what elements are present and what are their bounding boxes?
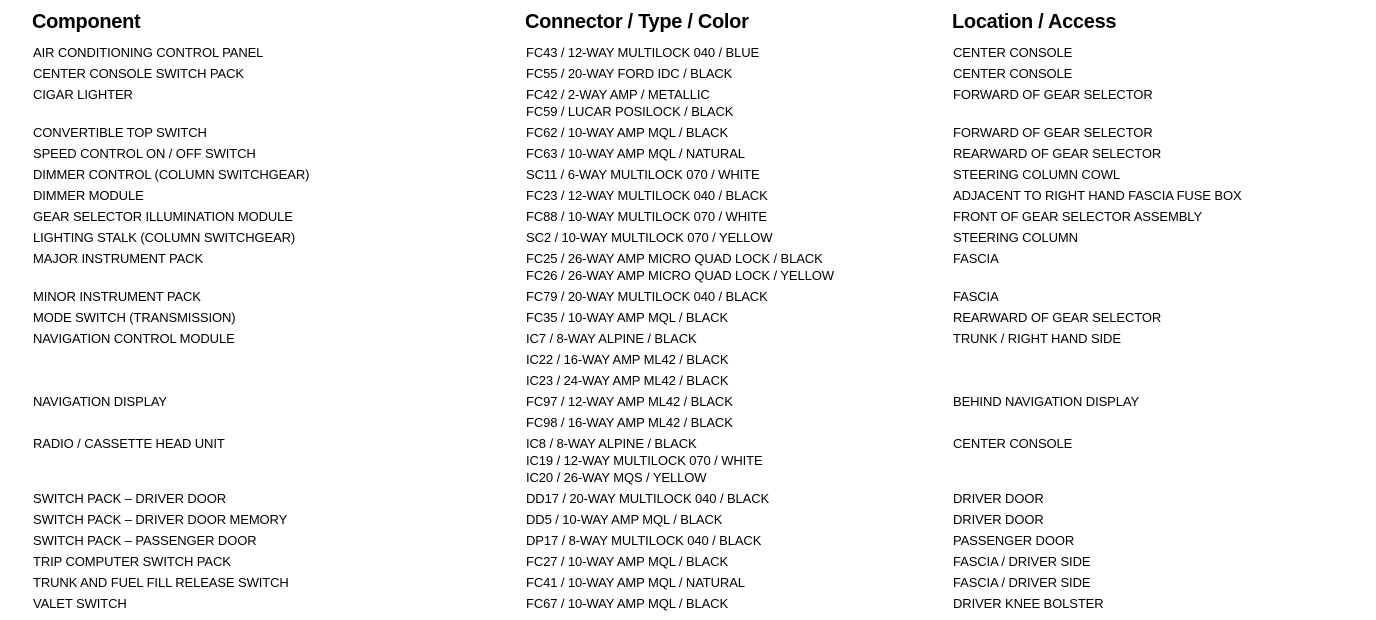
location-cell: FORWARD OF GEAR SELECTOR [953, 87, 1153, 102]
component-cell: VALET SWITCH [33, 596, 127, 611]
component-table [0, 44, 1376, 616]
component-cell: TRIP COMPUTER SWITCH PACK [33, 554, 231, 569]
connector-cell [526, 490, 769, 507]
connector-line: FC26 / 26-WAY AMP MICRO QUAD LOCK / YELLOW [526, 268, 834, 283]
table-row [0, 187, 1376, 208]
location-cell: ADJACENT TO RIGHT HAND FASCIA FUSE BOX [953, 188, 1242, 203]
connector-line: IC7 / 8-WAY ALPINE / BLACK [526, 331, 697, 346]
location-cell: CENTER CONSOLE [953, 436, 1073, 451]
connector-cell [526, 595, 728, 612]
connector-cell [526, 65, 732, 82]
location-cell: FRONT OF GEAR SELECTOR ASSEMBLY [953, 209, 1203, 224]
table-row [0, 166, 1376, 187]
connector-cell [526, 208, 767, 225]
table-row [0, 595, 1376, 616]
component-cell: TRUNK AND FUEL FILL RELEASE SWITCH [33, 575, 289, 590]
component-cell: CIGAR LIGHTER [33, 87, 133, 102]
location-cell: PASSENGER DOOR [953, 533, 1075, 548]
connector-cell [526, 511, 722, 528]
location-cell: DRIVER KNEE BOLSTER [953, 596, 1104, 611]
table-row [0, 288, 1376, 309]
table-row [0, 511, 1376, 532]
connector-cell [526, 372, 728, 389]
table-row [0, 86, 1376, 124]
location-cell: REARWARD OF GEAR SELECTOR [953, 310, 1162, 325]
location-cell: STEERING COLUMN [953, 230, 1078, 245]
location-cell: CENTER CONSOLE [953, 45, 1073, 60]
connector-line: IC19 / 12-WAY MULTILOCK 070 / WHITE [526, 453, 763, 468]
connector-line: DD5 / 10-WAY AMP MQL / BLACK [526, 512, 723, 527]
location-cell: STEERING COLUMN COWL [953, 167, 1121, 182]
header-location: Location / Access [952, 11, 1117, 33]
component-cell: MODE SWITCH (TRANSMISSION) [33, 310, 236, 325]
connector-line: FC88 / 10-WAY MULTILOCK 070 / WHITE [526, 209, 767, 224]
connector-cell [526, 532, 761, 549]
table-row [0, 490, 1376, 511]
header-component: Component [32, 11, 141, 33]
connector-line: FC25 / 26-WAY AMP MICRO QUAD LOCK / BLACK [526, 251, 823, 266]
component-cell: NAVIGATION CONTROL MODULE [33, 331, 235, 346]
connector-line: SC11 / 6-WAY MULTILOCK 070 / WHITE [526, 167, 760, 182]
connector-line: FC42 / 2-WAY AMP / METALLIC [526, 87, 710, 102]
table-row [0, 65, 1376, 86]
table-row [0, 229, 1376, 250]
component-cell: RADIO / CASSETTE HEAD UNIT [33, 436, 225, 451]
connector-cell [526, 124, 728, 141]
component-cell: SWITCH PACK – DRIVER DOOR MEMORY [33, 512, 288, 527]
connector-cell [526, 351, 728, 368]
connector-line: FC41 / 10-WAY AMP MQL / NATURAL [526, 575, 745, 590]
connector-line: FC23 / 12-WAY MULTILOCK 040 / BLACK [526, 188, 768, 203]
connector-line: FC55 / 20-WAY FORD IDC / BLACK [526, 66, 733, 81]
header-connector: Connector / Type / Color [525, 11, 749, 33]
connector-line: IC20 / 26-WAY MQS / YELLOW [526, 470, 707, 485]
connector-line: FC63 / 10-WAY AMP MQL / NATURAL [526, 146, 745, 161]
location-cell: FORWARD OF GEAR SELECTOR [953, 125, 1153, 140]
component-cell: SWITCH PACK – DRIVER DOOR [33, 491, 227, 506]
table-row [0, 372, 1376, 393]
table-row [0, 393, 1376, 414]
location-cell: TRUNK / RIGHT HAND SIDE [953, 331, 1121, 346]
location-cell: BEHIND NAVIGATION DISPLAY [953, 394, 1140, 409]
connector-cell [526, 44, 759, 61]
connector-cell [526, 435, 763, 486]
component-cell: GEAR SELECTOR ILLUMINATION MODULE [33, 209, 293, 224]
connector-line: FC35 / 10-WAY AMP MQL / BLACK [526, 310, 729, 325]
connector-cell [526, 166, 760, 183]
location-cell: FASCIA / DRIVER SIDE [953, 554, 1091, 569]
table-row [0, 330, 1376, 351]
table-row [0, 309, 1376, 330]
table-row [0, 532, 1376, 553]
connector-cell [526, 229, 772, 246]
connector-line: SC2 / 10-WAY MULTILOCK 070 / YELLOW [526, 230, 773, 245]
table-row [0, 250, 1376, 288]
component-cell: CONVERTIBLE TOP SWITCH [33, 125, 207, 140]
location-cell: FASCIA / DRIVER SIDE [953, 575, 1091, 590]
component-cell: MAJOR INSTRUMENT PACK [33, 251, 204, 266]
component-cell: LIGHTING STALK (COLUMN SWITCHGEAR) [33, 230, 296, 245]
component-cell: DIMMER CONTROL (COLUMN SWITCHGEAR) [33, 167, 310, 182]
component-cell: SWITCH PACK – PASSENGER DOOR [33, 533, 257, 548]
table-row [0, 145, 1376, 166]
location-cell: FASCIA [953, 289, 999, 304]
table-row [0, 414, 1376, 435]
component-cell: DIMMER MODULE [33, 188, 144, 203]
table-row [0, 553, 1376, 574]
connector-line: FC59 / LUCAR POSILOCK / BLACK [526, 104, 734, 119]
connector-cell [526, 330, 697, 347]
connector-line: FC67 / 10-WAY AMP MQL / BLACK [526, 596, 729, 611]
connector-line: IC8 / 8-WAY ALPINE / BLACK [526, 436, 697, 451]
component-cell: NAVIGATION DISPLAY [33, 394, 168, 409]
table-row [0, 124, 1376, 145]
location-cell: REARWARD OF GEAR SELECTOR [953, 146, 1162, 161]
connector-cell [526, 145, 745, 162]
connector-cell [526, 414, 733, 431]
connector-cell [526, 574, 745, 591]
location-cell: DRIVER DOOR [953, 512, 1044, 527]
connector-cell [526, 288, 768, 305]
location-cell: FASCIA [953, 251, 999, 266]
location-cell: CENTER CONSOLE [953, 66, 1073, 81]
component-cell: CENTER CONSOLE SWITCH PACK [33, 66, 244, 81]
table-row [0, 574, 1376, 595]
table-row [0, 435, 1376, 490]
connector-line: FC97 / 12-WAY AMP ML42 / BLACK [526, 394, 733, 409]
connector-line: DP17 / 8-WAY MULTILOCK 040 / BLACK [526, 533, 762, 548]
location-cell: DRIVER DOOR [953, 491, 1044, 506]
connector-line: IC23 / 24-WAY AMP ML42 / BLACK [526, 373, 729, 388]
connector-line: IC22 / 16-WAY AMP ML42 / BLACK [526, 352, 729, 367]
connector-line: FC27 / 10-WAY AMP MQL / BLACK [526, 554, 729, 569]
table-row [0, 44, 1376, 65]
connector-cell [526, 86, 733, 120]
component-cell: SPEED CONTROL ON / OFF SWITCH [33, 146, 256, 161]
table-row [0, 208, 1376, 229]
connector-line: FC43 / 12-WAY MULTILOCK 040 / BLUE [526, 45, 760, 60]
connector-cell [526, 187, 768, 204]
connector-line: FC98 / 16-WAY AMP ML42 / BLACK [526, 415, 733, 430]
table-row [0, 351, 1376, 372]
connector-cell [526, 553, 728, 570]
connector-line: DD17 / 20-WAY MULTILOCK 040 / BLACK [526, 491, 770, 506]
connector-line: FC79 / 20-WAY MULTILOCK 040 / BLACK [526, 289, 768, 304]
component-cell: MINOR INSTRUMENT PACK [33, 289, 201, 304]
component-cell: AIR CONDITIONING CONTROL PANEL [33, 45, 264, 60]
connector-cell [526, 393, 733, 410]
connector-cell [526, 309, 728, 326]
connector-line: FC62 / 10-WAY AMP MQL / BLACK [526, 125, 729, 140]
connector-cell [526, 250, 834, 284]
